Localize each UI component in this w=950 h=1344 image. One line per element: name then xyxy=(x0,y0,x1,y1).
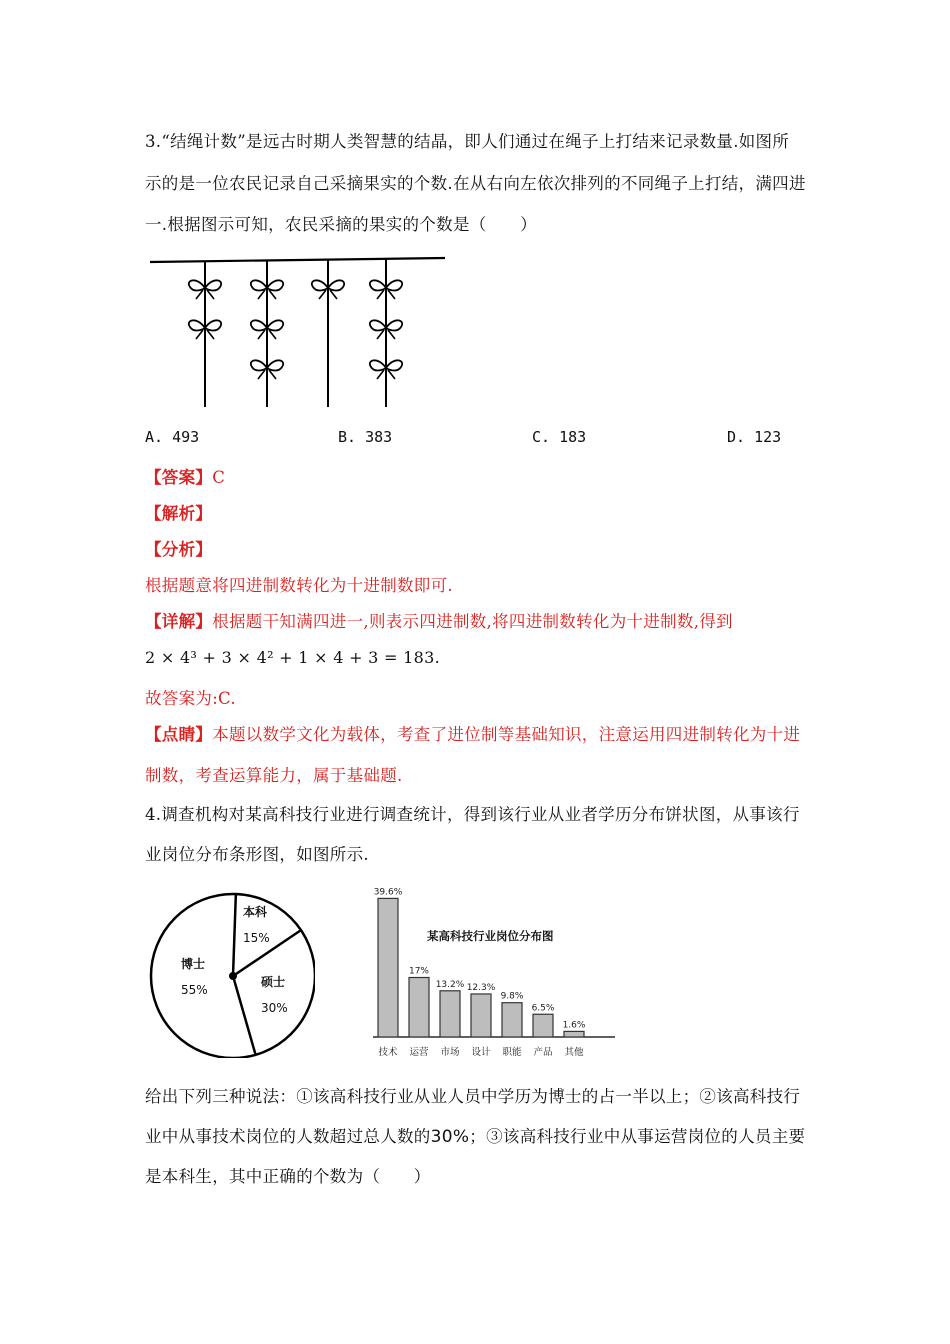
q4-text-line-2: 业岗位分布条形图，如图所示. xyxy=(145,845,369,864)
dianjing-line-2: 制数，考查运算能力，属于基础题. xyxy=(145,766,403,785)
bar-category-label: 职能 xyxy=(502,1047,522,1058)
pie-center-dot xyxy=(229,972,237,980)
formula: 2 × 4³ + 3 × 4² + 1 × 4 + 3 = 183. xyxy=(145,648,440,667)
bar-value-label: 1.6% xyxy=(562,1020,586,1031)
q4-line4-percent: 30% xyxy=(430,1127,470,1147)
bar xyxy=(378,898,398,1037)
education-pie-chart xyxy=(145,888,315,1058)
bar xyxy=(502,1003,522,1037)
dianjing-label: 【点睛】 xyxy=(145,725,213,744)
bar-chart-title: 某高科技行业岗位分布图 xyxy=(427,929,554,943)
q3-text-line-2: 示的是一位农民记录自己采摘果实的个数.在从右向左依次排列的不同绳子上打结，满四进 xyxy=(145,174,806,193)
bar xyxy=(471,994,491,1037)
pie-slice-value: 30% xyxy=(261,1001,288,1015)
q4-text-line-4 xyxy=(145,1123,805,1147)
detail-label: 【详解】 xyxy=(145,612,213,631)
job-bar-chart xyxy=(365,880,625,1062)
bar-value-label: 13.2% xyxy=(435,979,465,990)
bar-category-label: 其他 xyxy=(564,1047,584,1058)
bar-value-label: 39.6% xyxy=(373,887,403,898)
q3-text-line-1: 3.“结绳计数”是远古时期人类智慧的结晶，即人们通过在绳子上打结来记录数量.如图所 xyxy=(145,132,790,151)
pie-slice-label: 博士 xyxy=(181,957,206,971)
dianjing-text-1: 本题以数学文化为载体，考查了进位制等基础知识，注意运用四进制转化为十进 xyxy=(212,725,801,744)
bar-value-label: 12.3% xyxy=(466,982,496,993)
bar xyxy=(440,991,460,1037)
bar-value-label: 17% xyxy=(408,966,430,977)
detail-line xyxy=(145,608,733,632)
dianjing-line-1 xyxy=(145,721,800,745)
option-b: B. 383 xyxy=(338,428,393,446)
pie-slice-value: 55% xyxy=(181,983,208,997)
detail-text: 根据题干知满四进一,则表示四进制数,将四进制数转化为十进制数,得到 xyxy=(212,612,733,631)
answer-label: 【答案】 xyxy=(145,468,213,487)
answer-line xyxy=(145,464,225,488)
bar xyxy=(533,1014,553,1037)
pie-slice-value: 15% xyxy=(243,931,270,945)
bar xyxy=(564,1031,584,1037)
option-d: D. 123 xyxy=(727,428,782,446)
bar-value-label: 9.8% xyxy=(500,991,524,1002)
q4-line4-part-c: ；③该高科技行业中从事运营岗位的人员主要 xyxy=(469,1127,806,1146)
q4-text-line-5: 是本科生，其中正确的个数为（ ） xyxy=(145,1167,431,1186)
pie-slice-label: 硕士 xyxy=(261,975,286,989)
fenxi-label: 【分析】 xyxy=(145,540,213,559)
bar xyxy=(409,978,429,1038)
bar-category-label: 运营 xyxy=(409,1047,429,1058)
answer-value: C xyxy=(212,468,226,487)
jiexi-label: 【解析】 xyxy=(145,504,213,523)
fenxi-text: 根据题意将四进制数转化为十进制数即可. xyxy=(145,576,453,595)
bar-category-label: 产品 xyxy=(533,1047,553,1058)
q3-text-line-3: 一.根据图示可知，农民采摘的果实的个数是（ ） xyxy=(145,215,537,234)
option-a: A. 493 xyxy=(145,428,200,446)
bar-category-label: 设计 xyxy=(471,1047,491,1058)
bar-category-label: 技术 xyxy=(378,1047,398,1058)
knot-rope-figure xyxy=(145,250,450,415)
q4-line4-part-a: 业中从事技术岗位的人数超过总人数的 xyxy=(145,1127,431,1146)
bar-category-label: 市场 xyxy=(440,1047,460,1058)
conclusion: 故答案为:C. xyxy=(145,689,236,708)
option-c: C. 183 xyxy=(532,428,587,446)
q4-text-line-3: 给出下列三种说法：①该高科技行业从业人员中学历为博士的占一半以上；②该高科技行 xyxy=(145,1087,801,1106)
bar-value-label: 6.5% xyxy=(531,1003,555,1014)
pie-slice-label: 本科 xyxy=(243,905,268,919)
q4-text-line-1: 4.调查机构对某高科技行业进行调查统计，得到该行业从业者学历分布饼状图，从事该行 xyxy=(145,805,800,824)
